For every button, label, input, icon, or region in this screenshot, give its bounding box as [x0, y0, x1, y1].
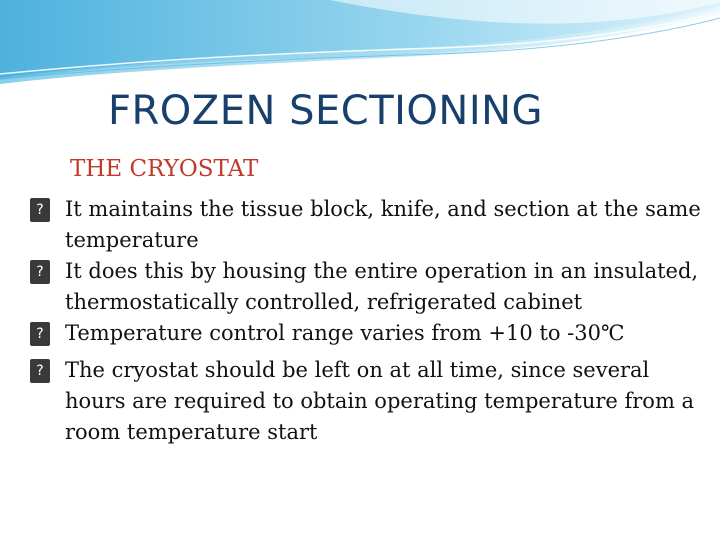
bullet-text: It maintains the tissue block, knife, and section at the same temperature	[65, 197, 701, 252]
bullet-text: The cryostat should be left on at all time, since several hours are required to obtain operating temperature from a room temperature start	[65, 358, 695, 444]
unknown-glyph-icon: ?	[30, 260, 50, 284]
bullet-item	[30, 194, 710, 256]
bullet-item	[30, 318, 710, 349]
decorative-wave-header	[0, 0, 720, 90]
bullet-text: Temperature control range varies from +10 to -30℃	[65, 321, 625, 345]
bullet-item	[30, 256, 710, 318]
bullet-list	[30, 194, 710, 448]
unknown-glyph-icon: ?	[30, 359, 50, 383]
bullet-text: It does this by housing the entire operation in an insulated, thermostatically controlled, refrigerated cabinet	[65, 259, 699, 314]
unknown-glyph-icon: ?	[30, 322, 50, 346]
slide-title: FROZEN SECTIONING	[108, 88, 544, 134]
slide-subtitle: THE CRYOSTAT	[70, 156, 259, 182]
bullet-item	[30, 355, 710, 448]
unknown-glyph-icon: ?	[30, 198, 50, 222]
